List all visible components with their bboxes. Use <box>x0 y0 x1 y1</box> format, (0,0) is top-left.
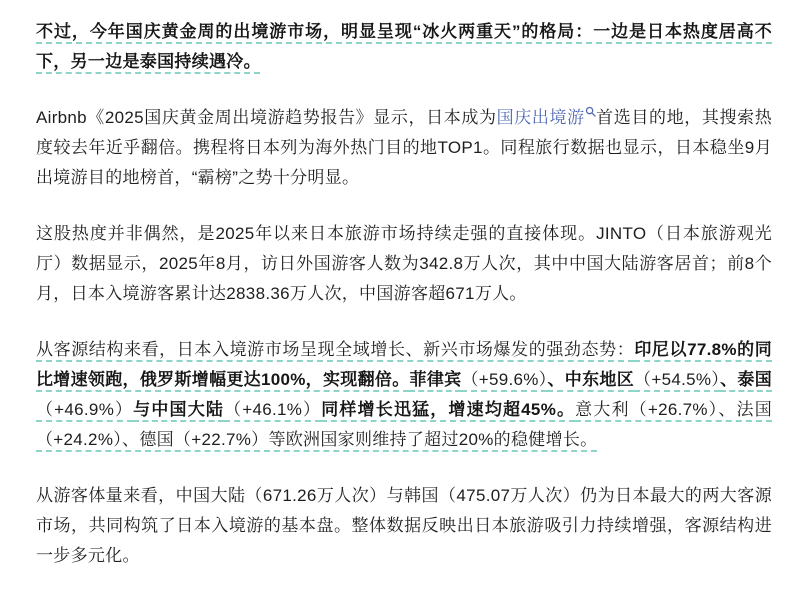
para-visitor-volume <box>36 481 772 571</box>
body-text: 从客源结构来看，日本入境游市场呈现全域增长、新兴市场爆发的强劲态势： <box>36 340 635 359</box>
article-content <box>36 17 772 571</box>
body-text: （+46.1%） <box>224 400 322 419</box>
body-text: （+59.6%） <box>461 370 548 389</box>
search-icon[interactable] <box>585 109 596 120</box>
para-airbnb-report <box>36 103 772 193</box>
para-overview <box>36 17 772 77</box>
emphasized-text: 、中东地区 <box>547 370 635 389</box>
emphasized-text: 、泰国 <box>720 370 773 389</box>
emphasized-text: 同样增长迅猛，增速均超45%。 <box>321 400 576 419</box>
body-text: （+54.5%） <box>634 370 721 389</box>
emphasized-text: 印尼以77.8%的同比增速领跑，俄罗斯增幅更达100%，实现翻倍。 <box>36 340 773 389</box>
para-source-structure <box>36 335 772 455</box>
emphasized-text: 菲律宾 <box>409 370 462 389</box>
body-text: Airbnb《2025国庆黄金周出境游趋势报告》显示，日本成为 <box>36 108 497 127</box>
emphasized-text: 与中国大陆 <box>133 400 225 419</box>
emphasized-text: 不过，今年国庆黄金周的出境游市场，明显呈现“冰火两重天”的格局：一边是日本热度居高不下，另一边是泰国持续遇冷。 <box>36 22 772 71</box>
keyword-link[interactable]: 国庆出境游 <box>496 108 585 127</box>
body-text: （+46.9%） <box>36 400 134 419</box>
body-text: 这股热度并非偶然，是2025年以来日本旅游市场持续走强的直接体现。JINTO（日本旅游观光厅）数据显示，2025年8月，访日外国游客人数为342.8万人次，其中中国大陆游客居首；前8个月，日本入境游客累计达2838.36万人次，中国游客超671万人。 <box>36 224 772 303</box>
para-jinto-data <box>36 219 772 309</box>
body-text: 首选目的地，其搜索热度较去年近乎翻倍。携程将日本列为海外热门目的地TOP1。同程旅行数据也显示，日本稳坐9月出境游目的地榜首，“霸榜”之势十分明显。 <box>36 108 773 187</box>
body-text: 从游客体量来看，中国大陆（671.26万人次）与韩国（475.07万人次）仍为日本最大的两大客源市场，共同构筑了日本入境游的基本盘。整体数据反映出日本旅游吸引力持续增强，客源结构进一步多元化。 <box>36 486 772 565</box>
body-text: 意大利（+26.7%）、法国（+24.2%）、德国（+22.7%）等欧洲国家则维持了超过20%的稳健增长。 <box>36 400 773 449</box>
